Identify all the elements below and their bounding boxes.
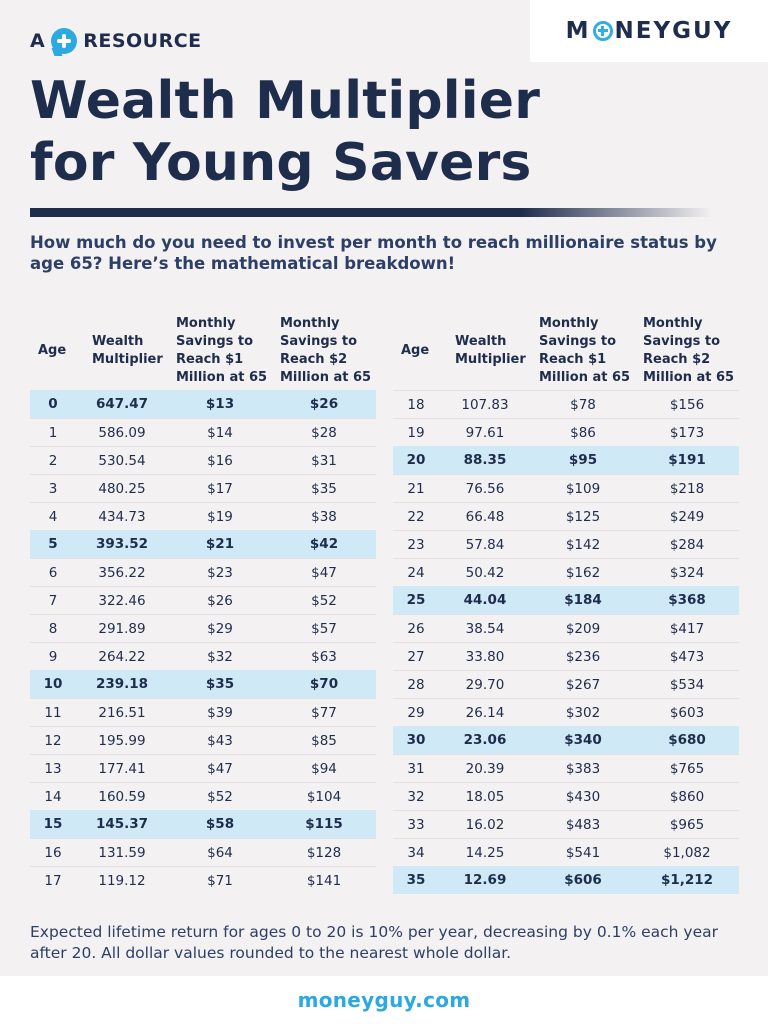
table-row bbox=[30, 446, 376, 474]
cell-age: 22 bbox=[407, 508, 425, 525]
cell-monthly-2m: $141 bbox=[306, 872, 342, 889]
plus-bubble-icon bbox=[51, 28, 77, 54]
cell-monthly-2m: $35 bbox=[311, 480, 337, 497]
cell-multiplier: 88.35 bbox=[463, 452, 507, 468]
cell-monthly-2m: $70 bbox=[309, 676, 339, 692]
cell-age: 35 bbox=[406, 872, 426, 888]
cell-multiplier: 57.84 bbox=[465, 536, 505, 553]
moneyguy-logo bbox=[566, 18, 733, 44]
cell-age: 29 bbox=[407, 704, 425, 721]
cell-monthly-1m: $47 bbox=[207, 760, 233, 777]
table-row bbox=[393, 614, 739, 642]
cell-monthly-2m: $156 bbox=[669, 396, 705, 413]
resource-tag-prefix: A bbox=[30, 30, 46, 52]
cell-multiplier: 586.09 bbox=[98, 424, 146, 441]
cell-multiplier: 97.61 bbox=[465, 424, 505, 441]
cell-multiplier: 29.70 bbox=[465, 676, 505, 693]
table-row bbox=[393, 670, 739, 698]
cell-monthly-1m: $52 bbox=[207, 788, 233, 805]
table-row bbox=[393, 474, 739, 502]
cell-monthly-2m: $860 bbox=[669, 788, 705, 805]
cell-multiplier: 647.47 bbox=[95, 396, 149, 412]
cell-monthly-1m: $71 bbox=[207, 872, 233, 889]
table-row bbox=[393, 810, 739, 838]
cell-age: 0 bbox=[48, 396, 58, 412]
cell-multiplier: 50.42 bbox=[465, 564, 505, 581]
table-row bbox=[30, 838, 376, 866]
cell-multiplier: 18.05 bbox=[465, 788, 505, 805]
header-multiplier: Wealth Multiplier bbox=[92, 334, 163, 367]
cell-age: 27 bbox=[407, 648, 425, 665]
cell-age: 14 bbox=[44, 788, 62, 805]
cell-multiplier: 216.51 bbox=[98, 704, 146, 721]
cell-age: 17 bbox=[44, 872, 62, 889]
cell-age: 26 bbox=[407, 620, 425, 637]
cell-monthly-1m: $606 bbox=[564, 872, 602, 888]
table-row bbox=[393, 502, 739, 530]
cell-monthly-1m: $43 bbox=[207, 732, 233, 749]
table-row bbox=[30, 670, 376, 698]
cell-multiplier: 26.14 bbox=[465, 704, 505, 721]
cell-multiplier: 23.06 bbox=[463, 732, 507, 748]
cell-monthly-2m: $115 bbox=[305, 816, 343, 832]
footnote: Expected lifetime return for ages 0 to 20 is 10% per year, decreasing by 0.1% each year after 20. All dollar values rounded to the nearest whole dollar. bbox=[30, 923, 719, 962]
cell-age: 5 bbox=[48, 536, 58, 552]
cell-monthly-2m: $249 bbox=[669, 508, 705, 525]
cell-age: 3 bbox=[48, 480, 58, 497]
cell-monthly-2m: $284 bbox=[669, 536, 705, 553]
cell-monthly-1m: $483 bbox=[565, 816, 601, 833]
cell-multiplier: 264.22 bbox=[98, 648, 146, 665]
cell-monthly-1m: $16 bbox=[207, 452, 233, 469]
cell-monthly-1m: $64 bbox=[207, 844, 233, 861]
cell-age: 31 bbox=[407, 760, 425, 777]
table-row bbox=[30, 418, 376, 446]
cell-multiplier: 33.80 bbox=[465, 648, 505, 665]
cell-monthly-1m: $86 bbox=[570, 424, 596, 441]
logo-box[interactable] bbox=[530, 0, 768, 62]
cell-monthly-2m: $473 bbox=[669, 648, 705, 665]
cell-age: 20 bbox=[406, 452, 426, 468]
header-multiplier: Wealth Multiplier bbox=[455, 334, 526, 367]
cell-monthly-1m: $21 bbox=[205, 536, 235, 552]
table-row bbox=[393, 642, 739, 670]
title-line-2: for Young Savers bbox=[30, 133, 532, 193]
cell-age: 8 bbox=[48, 620, 58, 637]
table-row bbox=[30, 810, 376, 838]
cell-monthly-1m: $13 bbox=[205, 396, 235, 412]
cell-monthly-2m: $77 bbox=[311, 704, 337, 721]
cell-monthly-1m: $236 bbox=[565, 648, 601, 665]
cell-monthly-1m: $267 bbox=[565, 676, 601, 693]
title-line-1: Wealth Multiplier bbox=[30, 71, 541, 131]
cell-age: 12 bbox=[44, 732, 62, 749]
cell-age: 7 bbox=[48, 592, 58, 609]
table-row bbox=[393, 782, 739, 810]
cell-multiplier: 195.99 bbox=[98, 732, 146, 749]
cell-monthly-2m: $28 bbox=[311, 424, 337, 441]
cell-multiplier: 66.48 bbox=[465, 508, 505, 525]
cell-monthly-2m: $52 bbox=[311, 592, 337, 609]
cell-multiplier: 160.59 bbox=[98, 788, 146, 805]
cell-monthly-1m: $26 bbox=[207, 592, 233, 609]
cell-age: 21 bbox=[407, 480, 425, 497]
cell-monthly-2m: $47 bbox=[311, 564, 337, 581]
cell-age: 13 bbox=[44, 760, 62, 777]
cell-age: 34 bbox=[407, 844, 425, 861]
cell-multiplier: 107.83 bbox=[461, 396, 509, 413]
cell-monthly-1m: $23 bbox=[207, 564, 233, 581]
cell-age: 25 bbox=[406, 592, 426, 608]
table-row bbox=[30, 754, 376, 782]
cell-monthly-2m: $191 bbox=[668, 452, 706, 468]
cell-monthly-1m: $162 bbox=[565, 564, 601, 581]
cell-age: 30 bbox=[406, 732, 426, 748]
cell-multiplier: 177.41 bbox=[98, 760, 146, 777]
cell-age: 2 bbox=[48, 452, 58, 469]
footer-link[interactable]: moneyguy.com bbox=[297, 988, 471, 1012]
table-row bbox=[393, 866, 739, 894]
cell-monthly-1m: $14 bbox=[207, 424, 233, 441]
cell-age: 9 bbox=[48, 648, 58, 665]
cell-multiplier: 322.46 bbox=[98, 592, 146, 609]
header-monthly-1m: Monthly Savings to Reach $1 Million at 65 bbox=[539, 316, 631, 385]
cell-multiplier: 393.52 bbox=[95, 536, 149, 552]
table-row bbox=[30, 726, 376, 754]
cell-age: 11 bbox=[44, 704, 62, 721]
cell-monthly-2m: $57 bbox=[311, 620, 337, 637]
table-row bbox=[393, 698, 739, 726]
cell-age: 10 bbox=[43, 676, 63, 692]
cell-monthly-1m: $383 bbox=[565, 760, 601, 777]
cell-monthly-2m: $94 bbox=[311, 760, 337, 777]
cell-multiplier: 14.25 bbox=[465, 844, 505, 861]
cell-monthly-2m: $368 bbox=[668, 592, 706, 608]
table-row bbox=[393, 558, 739, 586]
cell-multiplier: 119.12 bbox=[98, 872, 146, 889]
cell-multiplier: 530.54 bbox=[98, 452, 146, 469]
cell-multiplier: 356.22 bbox=[98, 564, 146, 581]
cell-monthly-2m: $534 bbox=[669, 676, 705, 693]
table-row bbox=[30, 530, 376, 558]
cell-age: 4 bbox=[48, 508, 58, 525]
cell-monthly-2m: $63 bbox=[311, 648, 337, 665]
table-row bbox=[30, 502, 376, 530]
cell-age: 16 bbox=[44, 844, 62, 861]
cell-monthly-1m: $125 bbox=[565, 508, 601, 525]
header-age: Age bbox=[401, 343, 430, 358]
cell-multiplier: 38.54 bbox=[465, 620, 505, 637]
resource-tag-label: RESOURCE bbox=[83, 30, 202, 52]
cell-age: 1 bbox=[48, 424, 58, 441]
cell-monthly-2m: $765 bbox=[669, 760, 705, 777]
table-row bbox=[30, 586, 376, 614]
table-right bbox=[393, 312, 739, 894]
plus-circle-icon bbox=[593, 21, 613, 41]
table-row bbox=[30, 642, 376, 670]
cell-monthly-2m: $26 bbox=[309, 396, 339, 412]
cell-monthly-1m: $35 bbox=[205, 676, 235, 692]
header-age: Age bbox=[38, 343, 67, 358]
table-row bbox=[393, 586, 739, 614]
cell-monthly-2m: $38 bbox=[311, 508, 337, 525]
logo-text-end: NEYGUY bbox=[614, 18, 733, 44]
cell-multiplier: 16.02 bbox=[465, 816, 505, 833]
cell-monthly-1m: $58 bbox=[205, 816, 235, 832]
table-row bbox=[393, 418, 739, 446]
cell-monthly-2m: $31 bbox=[311, 452, 337, 469]
cell-multiplier: 291.89 bbox=[98, 620, 146, 637]
cell-monthly-2m: $218 bbox=[669, 480, 705, 497]
header-monthly-1m: Monthly Savings to Reach $1 Million at 65 bbox=[176, 316, 268, 385]
cell-age: 24 bbox=[407, 564, 425, 581]
cell-monthly-2m: $42 bbox=[309, 536, 339, 552]
cell-monthly-2m: $324 bbox=[669, 564, 705, 581]
cell-age: 32 bbox=[407, 788, 425, 805]
cell-age: 33 bbox=[407, 816, 425, 833]
table-row bbox=[393, 838, 739, 866]
cell-monthly-1m: $39 bbox=[207, 704, 233, 721]
table-row bbox=[30, 866, 376, 894]
cell-monthly-1m: $109 bbox=[565, 480, 601, 497]
table-row bbox=[393, 390, 739, 418]
cell-monthly-1m: $29 bbox=[207, 620, 233, 637]
table-body-left bbox=[30, 390, 376, 894]
table-row bbox=[393, 530, 739, 558]
table-row bbox=[30, 614, 376, 642]
table-row bbox=[393, 754, 739, 782]
header-monthly-2m: Monthly Savings to Reach $2 Million at 65 bbox=[280, 316, 372, 385]
cell-monthly-1m: $209 bbox=[565, 620, 601, 637]
table-row bbox=[393, 446, 739, 474]
table-header bbox=[30, 312, 376, 390]
cell-monthly-1m: $340 bbox=[564, 732, 602, 748]
cell-age: 6 bbox=[48, 564, 58, 581]
cell-age: 19 bbox=[407, 424, 425, 441]
intro-text: How much do you need to invest per month to reach millionaire status by age 65? Here’s the mathematical breakdown! bbox=[30, 233, 717, 273]
table-row bbox=[30, 390, 376, 418]
cell-multiplier: 145.37 bbox=[95, 816, 149, 832]
cell-monthly-2m: $128 bbox=[306, 844, 342, 861]
cell-monthly-1m: $142 bbox=[565, 536, 601, 553]
cell-monthly-2m: $603 bbox=[669, 704, 705, 721]
cell-multiplier: 239.18 bbox=[95, 676, 149, 692]
cell-age: 28 bbox=[407, 676, 425, 693]
page-title bbox=[30, 70, 630, 194]
cell-age: 23 bbox=[407, 536, 425, 553]
cell-multiplier: 131.59 bbox=[98, 844, 146, 861]
table-row bbox=[30, 782, 376, 810]
cell-monthly-1m: $302 bbox=[565, 704, 601, 721]
table-row bbox=[393, 726, 739, 754]
header-monthly-2m: Monthly Savings to Reach $2 Million at 65 bbox=[643, 316, 735, 385]
cell-monthly-1m: $430 bbox=[565, 788, 601, 805]
table-header bbox=[393, 312, 739, 390]
cell-monthly-1m: $541 bbox=[565, 844, 601, 861]
cell-multiplier: 44.04 bbox=[463, 592, 507, 608]
cell-monthly-2m: $1,212 bbox=[660, 872, 714, 888]
cell-monthly-2m: $104 bbox=[306, 788, 342, 805]
cell-monthly-2m: $85 bbox=[311, 732, 337, 749]
cell-monthly-2m: $417 bbox=[669, 620, 705, 637]
table-row bbox=[30, 558, 376, 586]
footer bbox=[0, 976, 768, 1024]
cell-monthly-1m: $95 bbox=[568, 452, 598, 468]
table-left bbox=[30, 312, 376, 894]
table-body-right bbox=[393, 390, 739, 894]
cell-monthly-1m: $32 bbox=[207, 648, 233, 665]
cell-age: 15 bbox=[43, 816, 63, 832]
cell-monthly-1m: $19 bbox=[207, 508, 233, 525]
cell-age: 18 bbox=[407, 396, 425, 413]
title-divider bbox=[30, 208, 712, 217]
cell-monthly-2m: $173 bbox=[669, 424, 705, 441]
cell-monthly-2m: $965 bbox=[669, 816, 705, 833]
cell-multiplier: 434.73 bbox=[98, 508, 146, 525]
cell-monthly-1m: $78 bbox=[570, 396, 596, 413]
cell-multiplier: 480.25 bbox=[98, 480, 146, 497]
table-row bbox=[30, 474, 376, 502]
cell-monthly-2m: $1,082 bbox=[663, 844, 711, 861]
cell-multiplier: 76.56 bbox=[465, 480, 505, 497]
cell-monthly-1m: $17 bbox=[207, 480, 233, 497]
top-bar bbox=[0, 0, 768, 62]
cell-multiplier: 20.39 bbox=[465, 760, 505, 777]
cell-multiplier: 12.69 bbox=[463, 872, 507, 888]
logo-text-start: M bbox=[565, 18, 591, 44]
cell-monthly-2m: $680 bbox=[668, 732, 706, 748]
table-row bbox=[30, 698, 376, 726]
cell-monthly-1m: $184 bbox=[564, 592, 602, 608]
resource-tag bbox=[30, 28, 202, 54]
